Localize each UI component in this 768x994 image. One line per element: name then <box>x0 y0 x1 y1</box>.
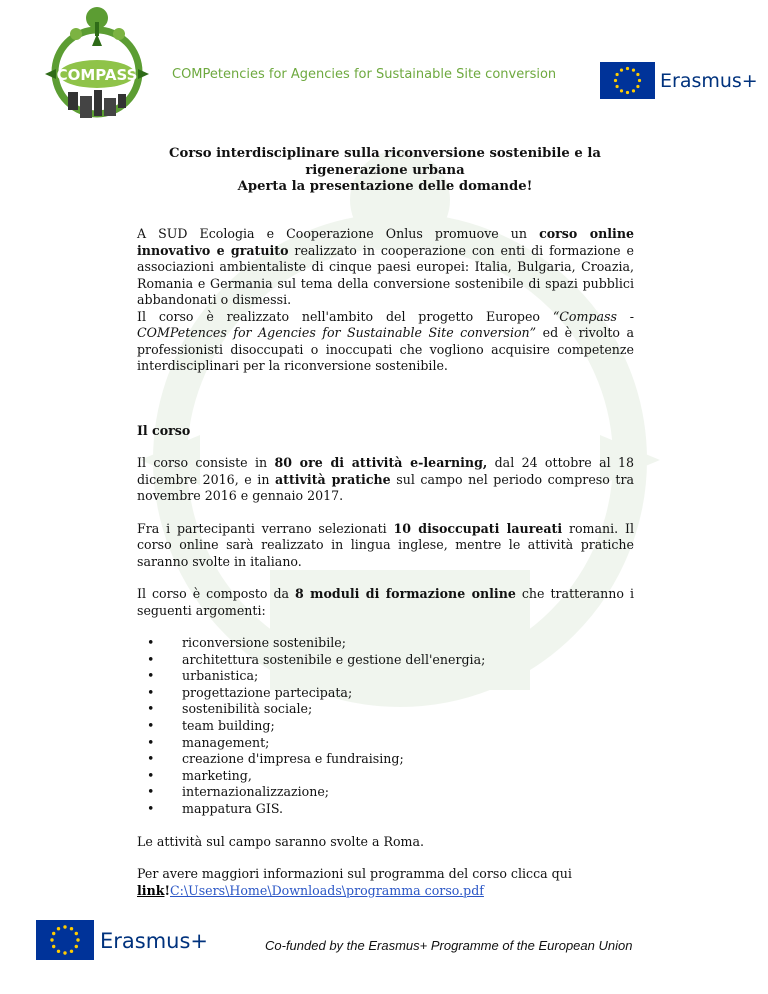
course-p1-text-b: dal 24 ottobre al 18 dicembre 2016, e in <box>137 455 634 487</box>
intro-p2-italic: “Compass - COMPetences for Agencies for Sustainable Site conversion” <box>137 308 634 340</box>
header-tagline: COMPetencies for Agencies for Sustainable Site conversion <box>172 67 557 82</box>
course-p3-bold: 8 moduli di formazione online <box>295 586 516 601</box>
intro-p1-bold: corso online innovativo e gratuito <box>137 226 634 258</box>
title-line-1: Corso interdisciplinare sulla riconversione sostenibile e la <box>169 146 601 161</box>
intro-paragraph-2 <box>137 309 634 375</box>
program-file-link[interactable]: C:\Users\Home\Downloads\programma corso.pdf <box>169 882 484 898</box>
cofunded-statement: Co-funded by the Erasmus+ Programme of the European Union <box>265 938 633 953</box>
main-content <box>137 226 634 899</box>
course-p1-text-a: Il corso consiste in <box>137 455 275 470</box>
list-item: • internazionalizzazione; <box>147 784 634 801</box>
page-title <box>140 146 630 196</box>
intro-p2-text-b: ed è rivolto a professionisti disoccupati o inoccupati che vogliono acquisire competenze interdisciplinari per la riconversione sostenibile. <box>137 325 634 373</box>
list-item: • creazione d'impresa e fundraising; <box>147 751 634 768</box>
erasmus-plus-logo-text: Erasmus+ <box>660 70 758 92</box>
list-item: • architettura sostenibile e gestione dell'energia; <box>147 652 634 669</box>
program-link[interactable]: link <box>137 882 165 898</box>
list-item: • sostenibilità sociale; <box>147 701 634 718</box>
eu-flag-icon <box>36 920 94 960</box>
course-paragraph-4: Le attività sul campo saranno svolte a Roma. <box>137 833 424 849</box>
course-p1-bold-2: attività pratiche <box>275 471 391 487</box>
eu-flag-icon <box>600 62 655 99</box>
intro-paragraph-1 <box>137 226 634 309</box>
list-item: • team building; <box>147 718 634 735</box>
list-item: • marketing, <box>147 768 634 785</box>
section-heading-course: Il corso <box>137 422 191 438</box>
course-p3-text-b: che tratteranno i seguenti argomenti: <box>137 586 634 618</box>
course-p2-text-b: romani. Il corso online sarà realizzato in lingua inglese, mentre le attività pratiche saranno svolte in italiano. <box>137 520 634 569</box>
list-item: • urbanistica; <box>147 668 634 685</box>
svg-text:COMPASS: COMPASS <box>56 66 138 84</box>
course-p3-text-a: Il corso è composto da <box>137 586 296 601</box>
title-line-3: Aperta la presentazione delle domande! <box>237 179 533 194</box>
course-link-line <box>137 883 634 900</box>
list-item: • mappatura GIS. <box>147 801 634 818</box>
erasmus-plus-footer-text: Erasmus+ <box>100 929 209 953</box>
list-item: • progettazione partecipata; <box>147 685 634 702</box>
course-p1-text-c: sul campo nel periodo compreso tra novembre 2016 e gennaio 2017. <box>137 471 634 503</box>
list-item: • management; <box>147 735 634 752</box>
course-p2-bold: 10 disoccupati laureati <box>393 520 563 536</box>
link-separator: ! <box>164 882 170 898</box>
intro-p1-text-a: A SUD Ecologia e Cooperazione Onlus promuove un <box>137 226 540 241</box>
intro-p2-text-a: Il corso è realizzato nell'ambito del progetto Europeo <box>137 308 553 324</box>
modules-list <box>137 635 634 818</box>
compass-logo <box>40 4 155 129</box>
title-line-2: rigenerazione urbana <box>305 162 465 178</box>
course-paragraph-2 <box>137 521 634 571</box>
course-paragraph-1 <box>137 455 634 505</box>
course-paragraph-5: Per avere maggiori informazioni sul programma del corso clicca qui <box>137 866 572 882</box>
course-paragraph-3 <box>137 586 634 619</box>
list-item: • riconversione sostenibile; <box>147 635 634 652</box>
intro-p1-text-b: realizzato in cooperazione con enti di formazione e associazioni ambientaliste di cinque paesi europei: Italia, Bulgaria, Croazia, Romania e Germania sul tema della conversione sostenibile di spazi pubblici abbandonati o dismessi. <box>137 242 635 307</box>
course-p1-bold-1: 80 ore di attività e-learning, <box>274 455 488 470</box>
course-p2-text-a: Fra i partecipanti verrano selezionati <box>137 520 394 536</box>
